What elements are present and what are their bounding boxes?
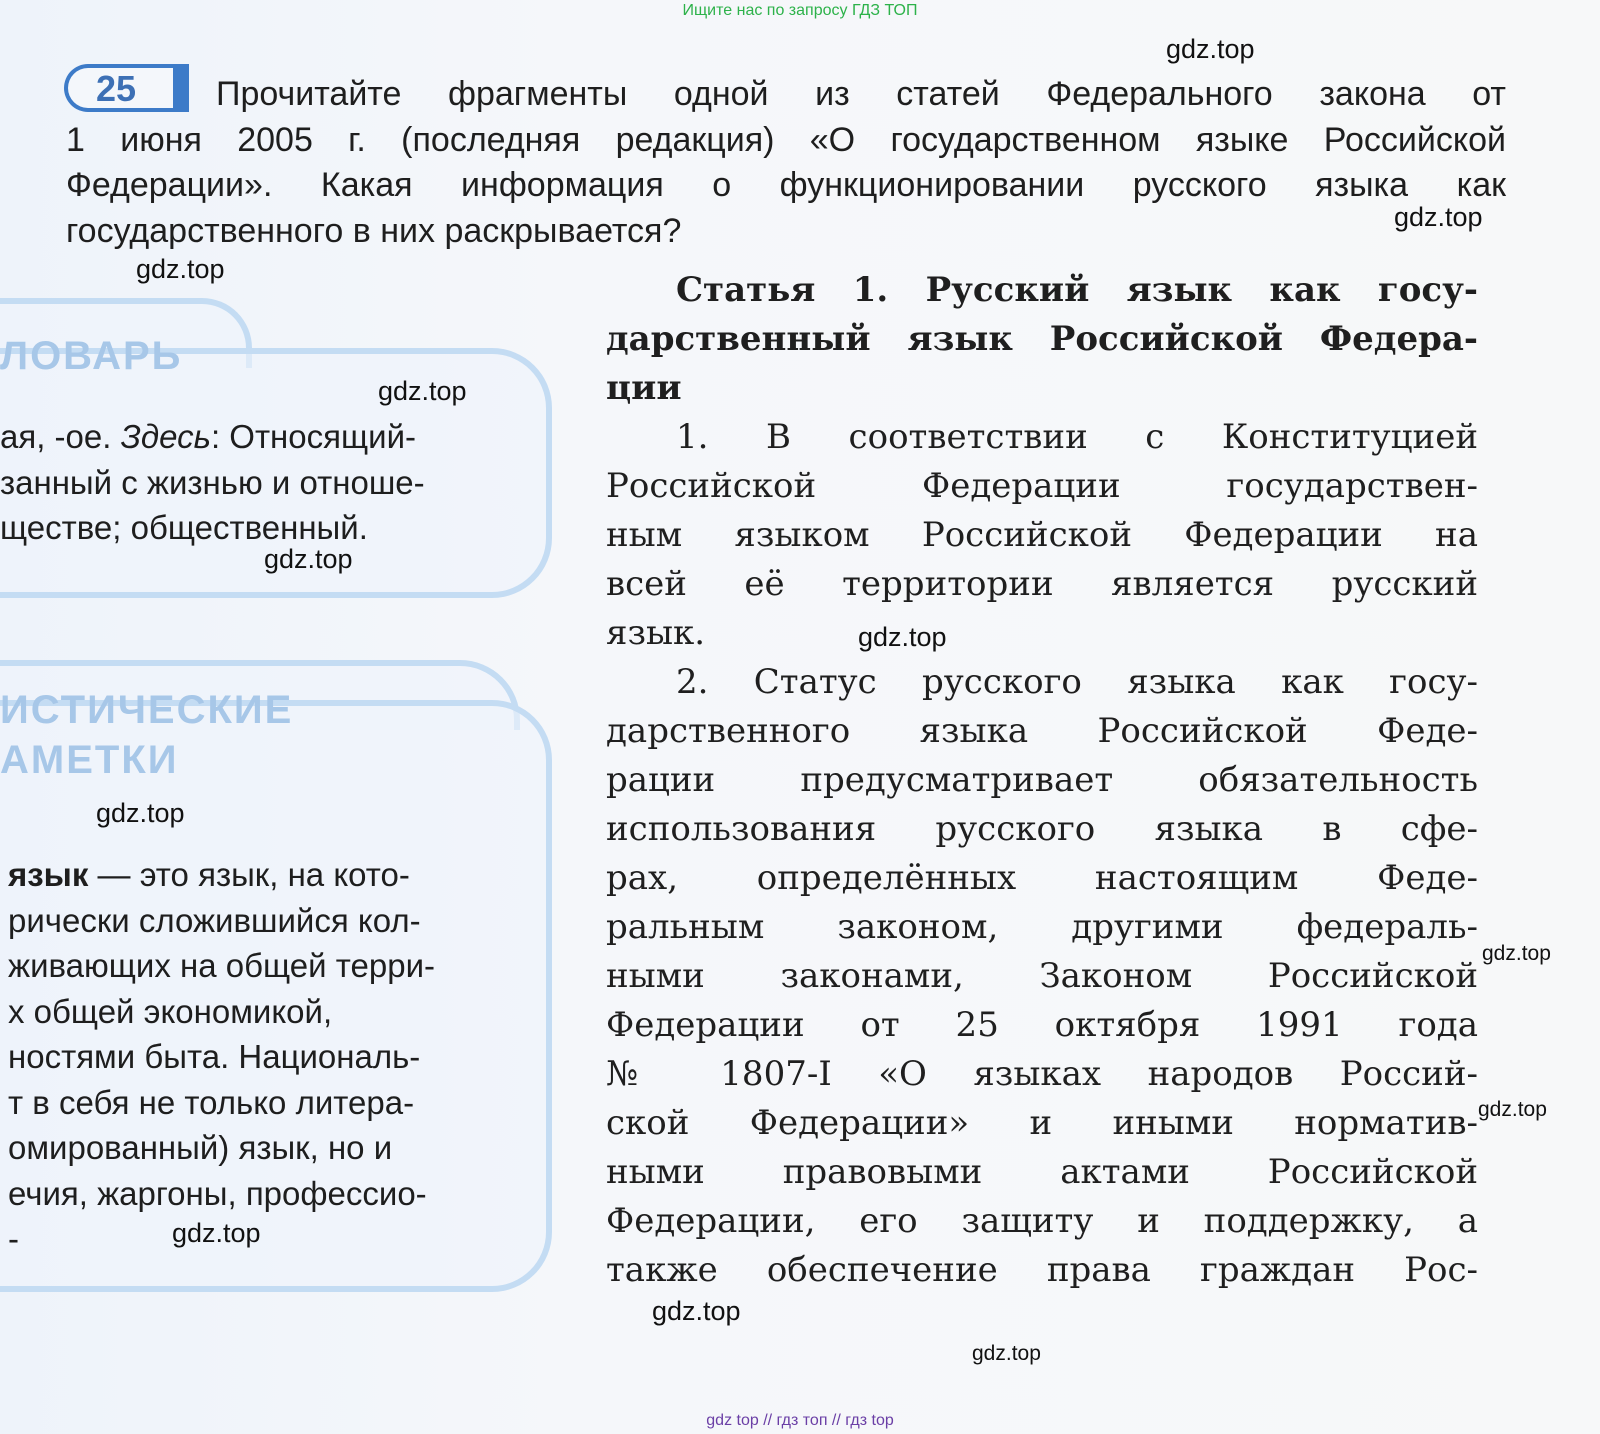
article-line: № 1807-I «О языках народов Россий- bbox=[606, 1054, 1478, 1094]
notes-line: ностями быта. Националь- bbox=[8, 1038, 421, 1075]
article-line: ным языком Российской Федерации на bbox=[606, 515, 1478, 555]
task-line: Федерации». Какая информация о функционировании русского языка как bbox=[66, 166, 1506, 204]
article-heading-line: ции bbox=[606, 368, 682, 408]
watermark: gdz.top bbox=[1166, 34, 1255, 64]
task-number: 25 bbox=[96, 68, 137, 109]
article-heading-line: дарственный язык Российской Федера- bbox=[606, 319, 1478, 359]
article-heading-line: Статья 1. Русский язык как госу- bbox=[676, 270, 1478, 310]
article-line: ральным законом, другими федераль- bbox=[606, 907, 1478, 947]
bottom-banner[interactable]: gdz top // гдз топ // гдз top bbox=[706, 1412, 894, 1429]
task-text bbox=[66, 72, 1506, 254]
article-line: также обеспечение права граждан Рос- bbox=[606, 1250, 1478, 1290]
article-line: Федерации, его защиту и поддержку, а bbox=[606, 1201, 1478, 1241]
watermark: gdz.top bbox=[378, 376, 467, 406]
task-line: Прочитайте фрагменты одной из статей Федерального закона от bbox=[216, 75, 1506, 113]
glossary-title: ЛОВАРЬ bbox=[0, 334, 183, 378]
article-line: рации предусматривает обязательность bbox=[606, 760, 1478, 800]
notes-line: - bbox=[8, 1220, 19, 1257]
notes-line: живающих на общей терри- bbox=[8, 947, 435, 984]
watermark: gdz.top bbox=[858, 622, 947, 652]
notes-line: омированный) язык, но и bbox=[8, 1129, 393, 1166]
notes-line: ечия, жаргоны, профессио- bbox=[8, 1174, 427, 1212]
notes-line: рически сложившийся кол- bbox=[8, 901, 421, 939]
notes-line-text: язык — это язык, на кото- bbox=[8, 856, 410, 893]
watermark: gdz.top bbox=[264, 544, 353, 574]
watermark: gdz.top bbox=[652, 1296, 741, 1326]
notes-text bbox=[8, 852, 500, 1262]
watermark: gdz.top bbox=[96, 798, 185, 828]
watermark: gdz.top bbox=[136, 254, 225, 284]
notes-title-line1: ИСТИЧЕСКИЕ bbox=[0, 688, 294, 732]
article bbox=[606, 266, 1478, 1295]
article-line: ской Федерации» и иными норматив- bbox=[606, 1103, 1478, 1143]
watermark: gdz.top bbox=[1482, 942, 1551, 965]
article-line: ными правовыми актами Российской bbox=[606, 1152, 1478, 1192]
article-line: 1. В соответствии с Конституцией bbox=[676, 417, 1478, 457]
article-line: язык. bbox=[606, 613, 706, 653]
article-line: всей её территории является русский bbox=[606, 564, 1478, 604]
article-line: дарственного языка Российской Феде- bbox=[606, 711, 1478, 751]
watermark: gdz.top bbox=[1478, 1098, 1547, 1121]
task-line: государственного в них раскрывается? bbox=[66, 211, 682, 250]
article-line: ными законами, Законом Российской bbox=[606, 956, 1478, 996]
article-line: Федерации от 25 октября 1991 года bbox=[606, 1005, 1478, 1045]
watermark: gdz.top bbox=[172, 1218, 261, 1248]
task-line: 1 июня 2005 г. (последняя редакция) «О государственном языке Российской bbox=[66, 120, 1506, 159]
top-banner[interactable]: Ищите нас по запросу ГДЗ ТОП bbox=[682, 2, 918, 19]
glossary-text bbox=[0, 414, 425, 551]
notes-line bbox=[8, 852, 500, 898]
watermark: gdz.top bbox=[1394, 202, 1483, 232]
notes-line: х общей экономикой, bbox=[8, 992, 333, 1030]
notes-line: т в себя не только литера- bbox=[8, 1083, 415, 1121]
notes-title-line2: АМЕТКИ bbox=[0, 738, 179, 782]
watermark: gdz.top bbox=[972, 1342, 1041, 1365]
article-line: использования русского языка в сфе- bbox=[606, 809, 1478, 849]
glossary-line: ая, -ое. Здесь: Относящий- bbox=[0, 418, 417, 455]
glossary-line: занный с жизнью и отноше- bbox=[0, 463, 425, 501]
article-line: 2. Статус русского языка как госу- bbox=[676, 662, 1478, 702]
article-line: рах, определённых настоящим Феде- bbox=[606, 858, 1478, 898]
article-line: Российской Федерации государствен- bbox=[606, 466, 1478, 506]
glossary-line: ществе; общественный. bbox=[0, 509, 368, 546]
